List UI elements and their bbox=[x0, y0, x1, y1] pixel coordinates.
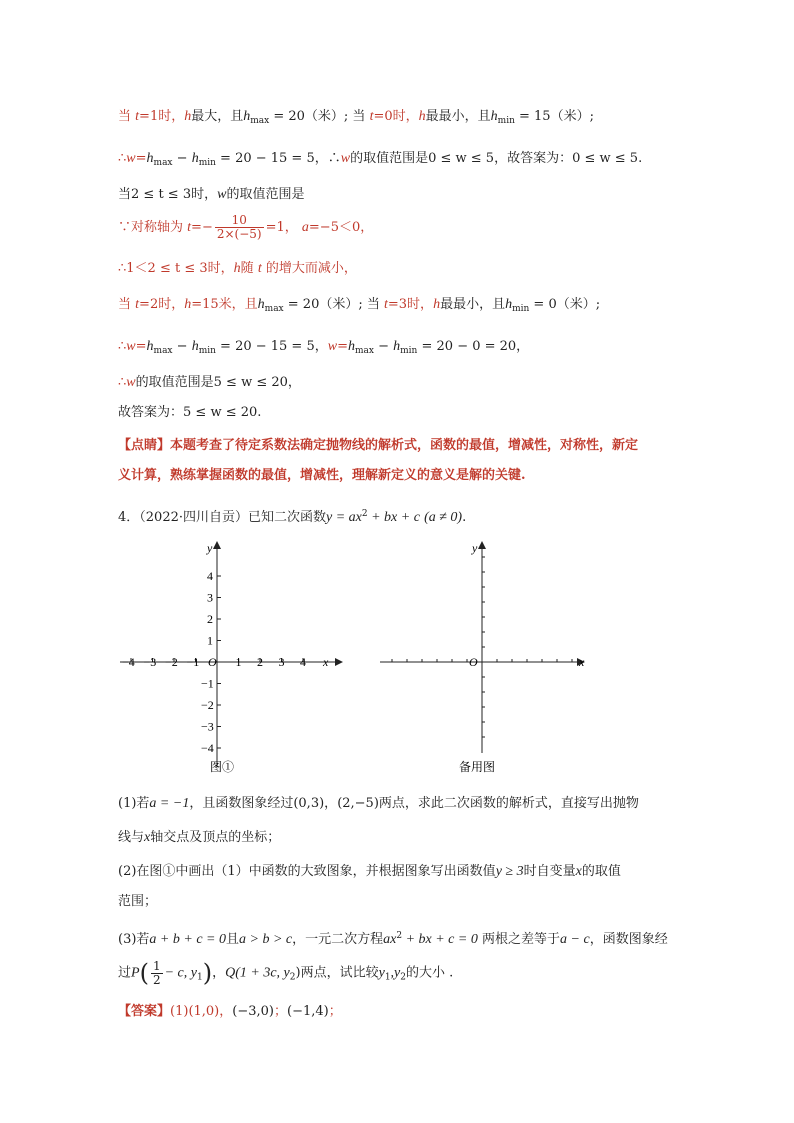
y-tick-label: 2 bbox=[207, 612, 213, 626]
var-h: h bbox=[191, 339, 199, 354]
text: =0时， bbox=[373, 109, 419, 124]
text: 的取值范围是 bbox=[135, 375, 214, 390]
var-h: h bbox=[233, 261, 241, 276]
var-h: h bbox=[184, 297, 192, 312]
paren: ( bbox=[139, 959, 149, 987]
solution-line-4 bbox=[118, 214, 373, 241]
equation: + bx + c = 0 bbox=[402, 932, 478, 947]
subscript: max bbox=[250, 116, 270, 126]
var-h: h bbox=[257, 297, 265, 312]
subquestion-2-line-2 bbox=[118, 893, 157, 911]
text: =−5＜0， bbox=[308, 220, 374, 235]
point-Q: Q bbox=[225, 965, 236, 981]
text: 最最小，且 bbox=[425, 109, 491, 124]
var-t: t bbox=[257, 261, 262, 276]
var-w: w bbox=[126, 375, 136, 390]
subscript: min bbox=[400, 346, 418, 356]
text: ， bbox=[212, 965, 226, 981]
text: (1)若 bbox=[118, 796, 150, 811]
therefore-symbol: ∴ bbox=[118, 151, 127, 166]
text: 时自变量 bbox=[523, 864, 576, 879]
subquestion-3-line-1 bbox=[118, 927, 668, 949]
expression: − c, y bbox=[164, 965, 197, 981]
text: = bbox=[135, 151, 147, 166]
subscript: min bbox=[512, 304, 530, 314]
text: ， bbox=[287, 375, 301, 390]
text: = 20 − 15 = 5， bbox=[215, 339, 328, 354]
text: 轴交点及顶点的坐标； bbox=[150, 830, 281, 845]
inequality: 0 ≤ w ≤ 5 bbox=[428, 151, 495, 166]
solution-line-3 bbox=[118, 186, 304, 204]
subquestion-1-line-2 bbox=[118, 829, 280, 847]
x-tick-label: 3 bbox=[278, 655, 285, 669]
text: (1) bbox=[170, 1004, 189, 1019]
text: (3)若 bbox=[118, 932, 150, 947]
superscript: 2 bbox=[361, 509, 368, 519]
subquestion-3-line-2 bbox=[118, 955, 453, 996]
var-w: w bbox=[126, 151, 136, 166]
var-h: h bbox=[393, 339, 401, 354]
text: ， bbox=[324, 796, 338, 811]
subscript: max bbox=[153, 158, 173, 168]
var-w: w bbox=[126, 339, 136, 354]
var-h: h bbox=[146, 339, 154, 354]
var-t: t bbox=[369, 109, 374, 124]
text: = bbox=[337, 339, 348, 354]
x-tick-label: 2 bbox=[257, 655, 263, 669]
y-tick-label: −3 bbox=[201, 719, 214, 734]
point: (−3,0) bbox=[232, 1004, 274, 1019]
var-h: h bbox=[146, 151, 154, 166]
text: ； bbox=[274, 1004, 288, 1019]
var-y: y bbox=[378, 965, 385, 981]
text: = 20（米）; 当 bbox=[269, 109, 366, 124]
text: − bbox=[172, 339, 192, 354]
var-t: t bbox=[135, 109, 140, 124]
text: = 15（米）; bbox=[514, 109, 594, 124]
graph-caption: 图① bbox=[210, 760, 235, 774]
answer-tag: 【答案】 bbox=[118, 1004, 171, 1019]
y-tick-label: −1 bbox=[201, 676, 214, 691]
equation: y = ax bbox=[326, 510, 362, 525]
subscript: 1 bbox=[384, 972, 391, 983]
point: (0,3) bbox=[293, 796, 325, 811]
answer-line bbox=[118, 1003, 342, 1021]
fraction bbox=[215, 214, 264, 241]
solution-line-6 bbox=[118, 296, 600, 318]
text: − bbox=[373, 339, 394, 354]
y-tick-label: 3 bbox=[207, 590, 213, 605]
graph-caption: 备用图 bbox=[459, 760, 496, 774]
inequality: 5 ≤ w ≤ 20 bbox=[213, 375, 288, 390]
inequality: 2 ≤ t ≤ 3 bbox=[147, 261, 208, 276]
text: ； bbox=[328, 1004, 342, 1019]
origin-label: O bbox=[208, 655, 217, 669]
text: 时， bbox=[207, 261, 234, 276]
text: = 0（米）; bbox=[529, 297, 601, 312]
text: 的取值 bbox=[581, 864, 621, 879]
text: 两点，试比较 bbox=[300, 965, 379, 981]
x-axis-arrow-icon bbox=[335, 658, 343, 666]
text: = 20 − 0 = 20， bbox=[417, 339, 530, 354]
subscript: min bbox=[198, 346, 216, 356]
text: 且 bbox=[225, 932, 239, 947]
text: ，一元二次方程 bbox=[292, 932, 384, 947]
remark-tag: 【点睛】 bbox=[118, 438, 171, 453]
inequality: 0 ≤ w ≤ 5 bbox=[572, 151, 639, 166]
y-axis-arrow-icon bbox=[213, 541, 221, 549]
coordinate-graph-2 bbox=[375, 535, 605, 775]
because-text: ∵对称轴为 bbox=[118, 220, 184, 235]
text: 最大，且 bbox=[191, 109, 244, 124]
text: 时， bbox=[191, 187, 218, 202]
text: . bbox=[257, 405, 262, 420]
text: ，函数图象经 bbox=[589, 932, 668, 947]
text: 的增大而减小， bbox=[265, 261, 357, 276]
x-tick-label: −1 bbox=[186, 655, 200, 669]
question-4-title bbox=[118, 505, 466, 527]
subscript: 1 bbox=[196, 972, 203, 983]
x-tick-label: −4 bbox=[122, 655, 135, 669]
text: 当 bbox=[118, 187, 132, 202]
coordinate-graph-1 bbox=[115, 535, 345, 775]
subscript: 2 bbox=[289, 972, 296, 983]
x-axis-label: x bbox=[323, 655, 329, 669]
y-tick-label: 1 bbox=[207, 633, 213, 648]
expression: a − c bbox=[560, 932, 590, 947]
remark-text: 本题考查了待定系数法确定抛物线的解析式，函数的最值，增减性，对称性，新定 bbox=[170, 438, 639, 453]
condition: y ≥ 3 bbox=[495, 864, 524, 879]
var-h: h bbox=[347, 339, 355, 354]
text: 当 bbox=[118, 297, 132, 312]
text: 最最小，且 bbox=[440, 297, 506, 312]
y-axis bbox=[213, 541, 221, 767]
var-a: a bbox=[301, 220, 309, 235]
var-h: h bbox=[418, 109, 426, 124]
var-w: w bbox=[217, 187, 227, 202]
numerator: 1 bbox=[152, 958, 161, 973]
text: =1， bbox=[265, 220, 298, 235]
text: 当 bbox=[118, 109, 132, 124]
expression: (1 + 3c, y bbox=[235, 965, 290, 981]
text: 随 bbox=[240, 261, 254, 276]
therefore-symbol: ∴ bbox=[118, 375, 127, 390]
inequality: 5 ≤ w ≤ 20 bbox=[183, 405, 258, 420]
therefore-symbol: ∴ bbox=[118, 339, 127, 354]
var-h: h bbox=[243, 109, 251, 124]
var-w: w bbox=[327, 339, 338, 354]
point: (−1,4) bbox=[287, 1004, 329, 1019]
text: =1时， bbox=[139, 109, 185, 124]
text: (2)在图①中画出（1）中函数的大致图象，并根据图象写出函数值 bbox=[118, 864, 496, 879]
solution-line-8 bbox=[118, 374, 301, 392]
var-t: t bbox=[187, 220, 192, 235]
text: 故答案为： bbox=[118, 405, 184, 420]
condition: a > b > c bbox=[239, 932, 293, 947]
subquestion-2-line-1 bbox=[118, 863, 621, 881]
var-t: t bbox=[135, 297, 140, 312]
y-tick-label: 4 bbox=[207, 569, 213, 583]
x-axis-label: x bbox=[579, 655, 585, 669]
solution-line-5 bbox=[118, 260, 357, 278]
subquestion-1-line-1 bbox=[118, 795, 639, 813]
text: 过 bbox=[118, 965, 132, 981]
condition: a = −1 bbox=[149, 796, 190, 811]
text: − bbox=[172, 151, 192, 166]
solution-line-7 bbox=[118, 338, 529, 360]
text: ，故答案为： bbox=[494, 151, 573, 166]
y-tick-label: −4 bbox=[201, 741, 214, 755]
text: . bbox=[462, 510, 467, 525]
var-t: t bbox=[384, 297, 388, 312]
numerator: 10 bbox=[215, 214, 264, 228]
var-h: h bbox=[184, 109, 192, 124]
point: (2,−5) bbox=[337, 796, 379, 811]
text: ，且函数图象经过 bbox=[189, 796, 294, 811]
text: =− bbox=[191, 220, 213, 235]
remark-line-2 bbox=[118, 467, 526, 485]
text: =3时， bbox=[387, 297, 434, 312]
text: =2时， bbox=[139, 297, 185, 312]
text: 的取值范围是 bbox=[350, 151, 429, 166]
y-axis-arrow-icon bbox=[478, 541, 486, 549]
solution-line-2 bbox=[118, 150, 642, 172]
subscript: max bbox=[264, 304, 284, 314]
text: =15米，且 bbox=[191, 297, 258, 312]
subscript: max bbox=[153, 346, 173, 356]
text: 的大小 . bbox=[406, 965, 454, 981]
equation: ax bbox=[383, 932, 397, 947]
fraction bbox=[151, 960, 163, 987]
subscript: min bbox=[198, 158, 216, 168]
var-x: x bbox=[575, 864, 582, 879]
equation: + bx + c bbox=[367, 510, 420, 525]
x-tick-label: 1 bbox=[235, 655, 242, 669]
var-y: ,y bbox=[390, 965, 401, 981]
text: ， bbox=[219, 1004, 233, 1019]
text: . bbox=[638, 151, 643, 166]
solution-line-9 bbox=[118, 404, 261, 422]
denominator: 2×(−5) bbox=[216, 227, 262, 241]
subscript: max bbox=[354, 346, 374, 356]
var-w: w bbox=[340, 151, 351, 166]
var-x: x bbox=[144, 830, 151, 845]
point-P: P bbox=[131, 965, 140, 981]
condition: (a ≠ 0) bbox=[424, 510, 463, 525]
var-h: h bbox=[505, 297, 513, 312]
condition: a + b + c = 0 bbox=[149, 932, 226, 947]
text: = bbox=[135, 339, 147, 354]
x-tick-label: −3 bbox=[143, 655, 157, 669]
paren: ) bbox=[202, 959, 213, 987]
text: 两根之差等于 bbox=[482, 932, 561, 947]
x-tick-label: 4 bbox=[300, 655, 306, 669]
y-axis-label: y bbox=[207, 541, 213, 555]
point: (1,0) bbox=[188, 1004, 220, 1019]
solution-line-1 bbox=[118, 108, 594, 130]
text: 线与 bbox=[118, 830, 145, 845]
text: ∴1＜ bbox=[118, 261, 148, 276]
x-tick-label: −2 bbox=[165, 655, 178, 669]
var-h: h bbox=[490, 109, 498, 124]
y-tick-label: −2 bbox=[201, 698, 214, 712]
subscript: min bbox=[497, 116, 515, 126]
superscript: 2 bbox=[396, 931, 403, 941]
y-axis-label: y bbox=[472, 541, 478, 555]
text: 范围； bbox=[118, 894, 158, 909]
inequality: 2 ≤ t ≤ 3 bbox=[131, 187, 192, 202]
var-h: h bbox=[191, 151, 199, 166]
text: ) bbox=[295, 965, 301, 981]
subscript: 2 bbox=[400, 972, 406, 983]
origin-label: O bbox=[469, 655, 478, 669]
remark-line-1 bbox=[118, 437, 638, 455]
text: 两点，求此二次函数的解析式，直接写出抛物 bbox=[378, 796, 639, 811]
remark-text: 义计算，熟练掌握函数的最值，增减性，理解新定义的意义是解的关键. bbox=[118, 468, 526, 483]
text: = 20 − 15 = 5，∴ bbox=[215, 151, 341, 166]
question-text: 4．（2022·四川自贡）已知二次函数 bbox=[118, 510, 326, 525]
text: 的取值范围是 bbox=[226, 187, 305, 202]
var-h: h bbox=[433, 297, 441, 312]
denominator: 2 bbox=[152, 972, 161, 987]
text: = 20（米）; 当 bbox=[283, 297, 380, 312]
